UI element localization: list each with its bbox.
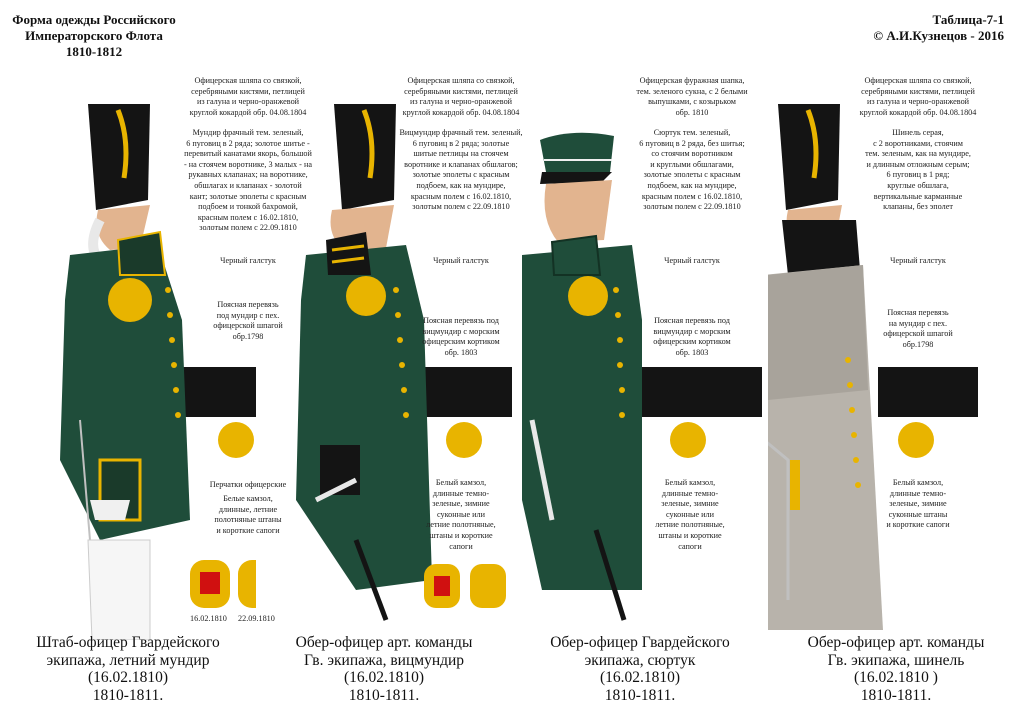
text-line: суконные или	[436, 509, 486, 519]
text-line: и короткие сапоги	[216, 525, 280, 535]
text-line: длинные, летние	[218, 504, 278, 514]
white-trousers	[88, 540, 150, 640]
epaulet-date-2: 22.09.1810	[238, 614, 275, 623]
text-line: подбоем и тонкой бахромой,	[198, 202, 298, 212]
text-line: тем. зеленым, как на мундире,	[865, 149, 971, 159]
figure-3-belt-text	[622, 316, 762, 358]
text-line: Вицмундир фрачный тем. зеленый,	[399, 128, 523, 137]
text-line: Офицерская шляпа со связкой,	[194, 76, 302, 85]
button-sample-icon	[898, 422, 934, 458]
title-line-2: Императорского Флота	[25, 28, 163, 43]
figure-panel-2	[256, 60, 523, 724]
caption-line: (16.02.1810)	[343, 669, 425, 686]
text-line: Поясная перевязь под	[423, 316, 499, 325]
epaulet-red-field	[200, 572, 220, 594]
caption-line: Обер-офицер арт. команды	[295, 634, 473, 651]
text-line: сапоги	[449, 541, 473, 551]
text-line: золотым полем с 22.09.1810	[643, 202, 741, 212]
figure-1-caption	[0, 634, 256, 704]
caption-line: Обер-офицер арт. команды	[807, 634, 985, 651]
text-line: круглой кокардой обр. 04.08.1804	[189, 107, 307, 117]
text-line: 6 пуговиц в 2 ряда; золотое шитье -	[186, 138, 310, 148]
caption-line: 1810-1811.	[348, 686, 420, 704]
figure-4-headwear-text	[848, 76, 988, 118]
text-line: длинные темно-	[432, 488, 490, 498]
epaulette-icon	[108, 278, 152, 322]
figure-2-belt-text	[391, 316, 531, 358]
page-title	[6, 12, 182, 60]
figure-2-coat-text	[391, 128, 531, 213]
forage-cap-icon	[540, 133, 614, 172]
figure-panel-3	[512, 60, 768, 724]
text-line: зеленые, зимние	[889, 499, 947, 509]
text-line: обр. 1810	[675, 107, 709, 117]
caption-line: 1810-1811.	[860, 686, 932, 704]
black-collar	[326, 232, 371, 275]
text-line: серебряными кистями, петлицей	[191, 86, 305, 96]
caption-line: Обер-офицер Гвардейского	[550, 634, 730, 651]
table-info	[804, 12, 1004, 44]
text-line: обр. 1803	[444, 347, 478, 357]
text-line: вертикальные карманные	[873, 191, 963, 201]
text-line: на мундир с пех.	[888, 318, 948, 328]
text-line: красным полем с 16.02.1810,	[641, 191, 743, 201]
text-line: тем. зеленого сукна, с 2 белыми	[636, 86, 748, 96]
text-line: Офицерская шляпа со связкой,	[407, 76, 515, 85]
text-line: полотняные штаны	[214, 515, 282, 525]
figure-2-smallclothes-text	[416, 478, 506, 552]
text-line: и короткие сапоги	[886, 520, 950, 530]
text-line: суконные или	[665, 509, 715, 519]
figure-1-gloves-text: Перчатки офицерские	[209, 480, 287, 489]
text-line: со стоячим воротником	[651, 149, 733, 159]
epaulet-sample-gold-icon	[238, 560, 256, 608]
caption-line: 1810-1811.	[604, 686, 676, 704]
glove-icon	[90, 500, 130, 520]
text-line: суконные штаны	[888, 509, 948, 519]
epaulet-date-1: 16.02.1810	[190, 614, 227, 623]
text-line: вицмундир с морским	[422, 326, 500, 336]
caption-line: Штаб-офицер Гвардейского	[36, 634, 220, 651]
figure-4-smallclothes-text	[868, 478, 968, 531]
text-line: из галуна и черно-оранжевой	[866, 97, 970, 107]
text-line: офицерским кортиком	[653, 337, 731, 347]
text-line: Шинель серая,	[892, 128, 944, 137]
text-line: из галуна и черно-оранжевой	[196, 97, 300, 107]
embroidered-collar	[118, 232, 165, 275]
caption-line: (16.02.1810 )	[854, 669, 938, 686]
text-line: зеленые, зимние	[432, 499, 490, 509]
text-line: из галуна и черно-оранжевой	[409, 97, 513, 107]
figure-3-smallclothes-text	[640, 478, 740, 552]
figure-3-headwear-text	[622, 76, 762, 118]
text-line: летние полотняные,	[426, 520, 496, 530]
text-line: под мундир с пех.	[216, 310, 280, 320]
figure-4-belt-text	[848, 308, 988, 350]
text-line: Поясная перевязь	[217, 300, 279, 309]
text-line: Белый камзол,	[664, 478, 716, 487]
epaulet-sample-gold-icon	[470, 564, 506, 608]
caption-line: экипажа, сюртук	[584, 651, 696, 669]
text-line: серебряными кистями, петлицей	[861, 86, 975, 96]
text-line: красным полем с 16.02.1810,	[410, 191, 512, 201]
text-line: Сюртук тем. зеленый,	[653, 128, 731, 137]
text-line: штаны и короткие	[429, 530, 493, 540]
text-line: зеленые, зимние	[661, 499, 719, 509]
text-line: Белые камзол,	[223, 494, 273, 503]
text-line: 6 пуговиц в 2 ряда, без шитья;	[639, 138, 745, 148]
text-line: подбоем, как на мундире,	[647, 180, 737, 190]
text-line: обшлагах и клапанах - золотой	[194, 180, 302, 190]
epaulette-icon	[568, 276, 608, 316]
text-line: шитые петлицы на стоячем	[413, 149, 509, 159]
text-line: перевитый канатами якорь, большой	[184, 149, 312, 159]
text-line: 6 пуговиц в 1 ряд;	[886, 170, 950, 180]
text-line: золотым полем с 22.09.1810	[412, 202, 510, 212]
sheath-band	[878, 367, 978, 417]
text-line: кант; золотые эполеты с красным	[189, 191, 307, 201]
caption-line: Гв. экипажа, вицмундир	[303, 651, 465, 669]
text-line: длинные темно-	[661, 488, 719, 498]
figure-3-caption	[512, 634, 768, 704]
text-line: Белый камзол,	[435, 478, 487, 487]
text-line: круглые обшлага,	[887, 180, 949, 190]
figure-4-coat-text	[848, 128, 988, 213]
text-line: и длинным отложным серым;	[866, 159, 970, 169]
caption-line: экипажа, летний мундир	[46, 651, 210, 669]
text-line: с 2 воротниками, стоячим	[873, 138, 963, 148]
figure-4-caption	[768, 634, 1024, 704]
text-line: Мундир фрачный тем. зеленый,	[192, 128, 304, 137]
button-sample-icon	[670, 422, 706, 458]
text-line: золотым полем с 22.09.1810	[199, 223, 297, 233]
text-line: рукавных клапанах; на воротнике,	[188, 170, 308, 180]
face	[545, 180, 613, 242]
figure-panel-1	[0, 60, 312, 724]
text-line: длинные темно-	[889, 488, 947, 498]
button-sample-icon	[446, 422, 482, 458]
text-line: - на стоячем воротнике, 3 малых - на	[184, 159, 312, 169]
text-line: золотые эполеты с красным	[412, 170, 510, 180]
figure-2-caption	[256, 634, 512, 704]
figure-3-coat-text	[622, 128, 762, 213]
text-line: обр.1798	[232, 331, 264, 341]
text-line: сапоги	[678, 541, 702, 551]
text-line: красным полем с 16.02.1810,	[197, 212, 299, 222]
epaulet-red-field	[434, 576, 450, 596]
text-line: Офицерская шляпа со связкой,	[864, 76, 972, 85]
standing-collar	[552, 236, 600, 275]
text-line: Белый камзол,	[892, 478, 944, 487]
text-line: и круглыми обшлагами,	[650, 159, 734, 169]
caption-line: (16.02.1810)	[87, 669, 169, 686]
text-line: штаны и короткие	[658, 530, 722, 540]
text-line: воротнике и клапанах обшлагов;	[404, 159, 518, 169]
text-line: офицерской шпагой	[883, 329, 953, 339]
figure-2-headwear-text	[391, 76, 531, 118]
caption-line: (16.02.1810)	[599, 669, 681, 686]
text-line: Поясная перевязь	[887, 308, 949, 317]
text-line: обр. 1803	[675, 347, 709, 357]
text-line: серебряными кистями, петлицей	[404, 86, 518, 96]
text-line: круглой кокардой обр. 04.08.1804	[402, 107, 520, 117]
figure-3-tie-text: Черный галстук	[664, 256, 720, 265]
text-line: офицерским кортиком	[422, 337, 500, 347]
text-line: подбоем, как на мундире,	[416, 180, 506, 190]
epaulette-icon	[346, 276, 386, 316]
text-line: круглой кокардой обр. 04.08.1804	[859, 107, 977, 117]
text-line: обр.1798	[902, 339, 934, 349]
copyright: © А.И.Кузнецов - 2016	[873, 28, 1004, 43]
text-line: офицерской шпагой	[213, 321, 283, 331]
sheath-band	[642, 367, 762, 417]
caption-line: 1810-1811.	[92, 686, 164, 704]
text-line: Поясная перевязь под	[654, 316, 730, 325]
text-line: золотые эполеты с красным	[643, 170, 741, 180]
title-line-3: 1810-1812	[65, 44, 123, 59]
title-line-1: Форма одежды Российского	[12, 12, 176, 27]
text-line: клапаны, без эполет	[883, 202, 953, 212]
text-line: Офицерская фуражная шапка,	[639, 76, 745, 85]
figure-2-tie-text: Черный галстук	[433, 256, 489, 265]
sword-sheath-icon	[790, 460, 800, 510]
figure-1-tie-text: Черный галстук	[220, 256, 276, 265]
text-line: летние полотняные,	[655, 520, 725, 530]
caption-line: Гв. экипажа, шинель	[827, 651, 965, 669]
text-line: 6 пуговиц в 2 ряда; золотые	[412, 138, 510, 148]
table-label: Таблица-7-1	[932, 12, 1004, 27]
figure-panel-4	[768, 60, 1024, 724]
button-sample-icon	[218, 422, 254, 458]
sheath-band	[416, 367, 512, 417]
text-line: вицмундир с морским	[653, 326, 731, 336]
figure-4-tie-text: Черный галстук	[890, 256, 946, 265]
text-line: выпушками, с козырьком	[648, 97, 736, 107]
